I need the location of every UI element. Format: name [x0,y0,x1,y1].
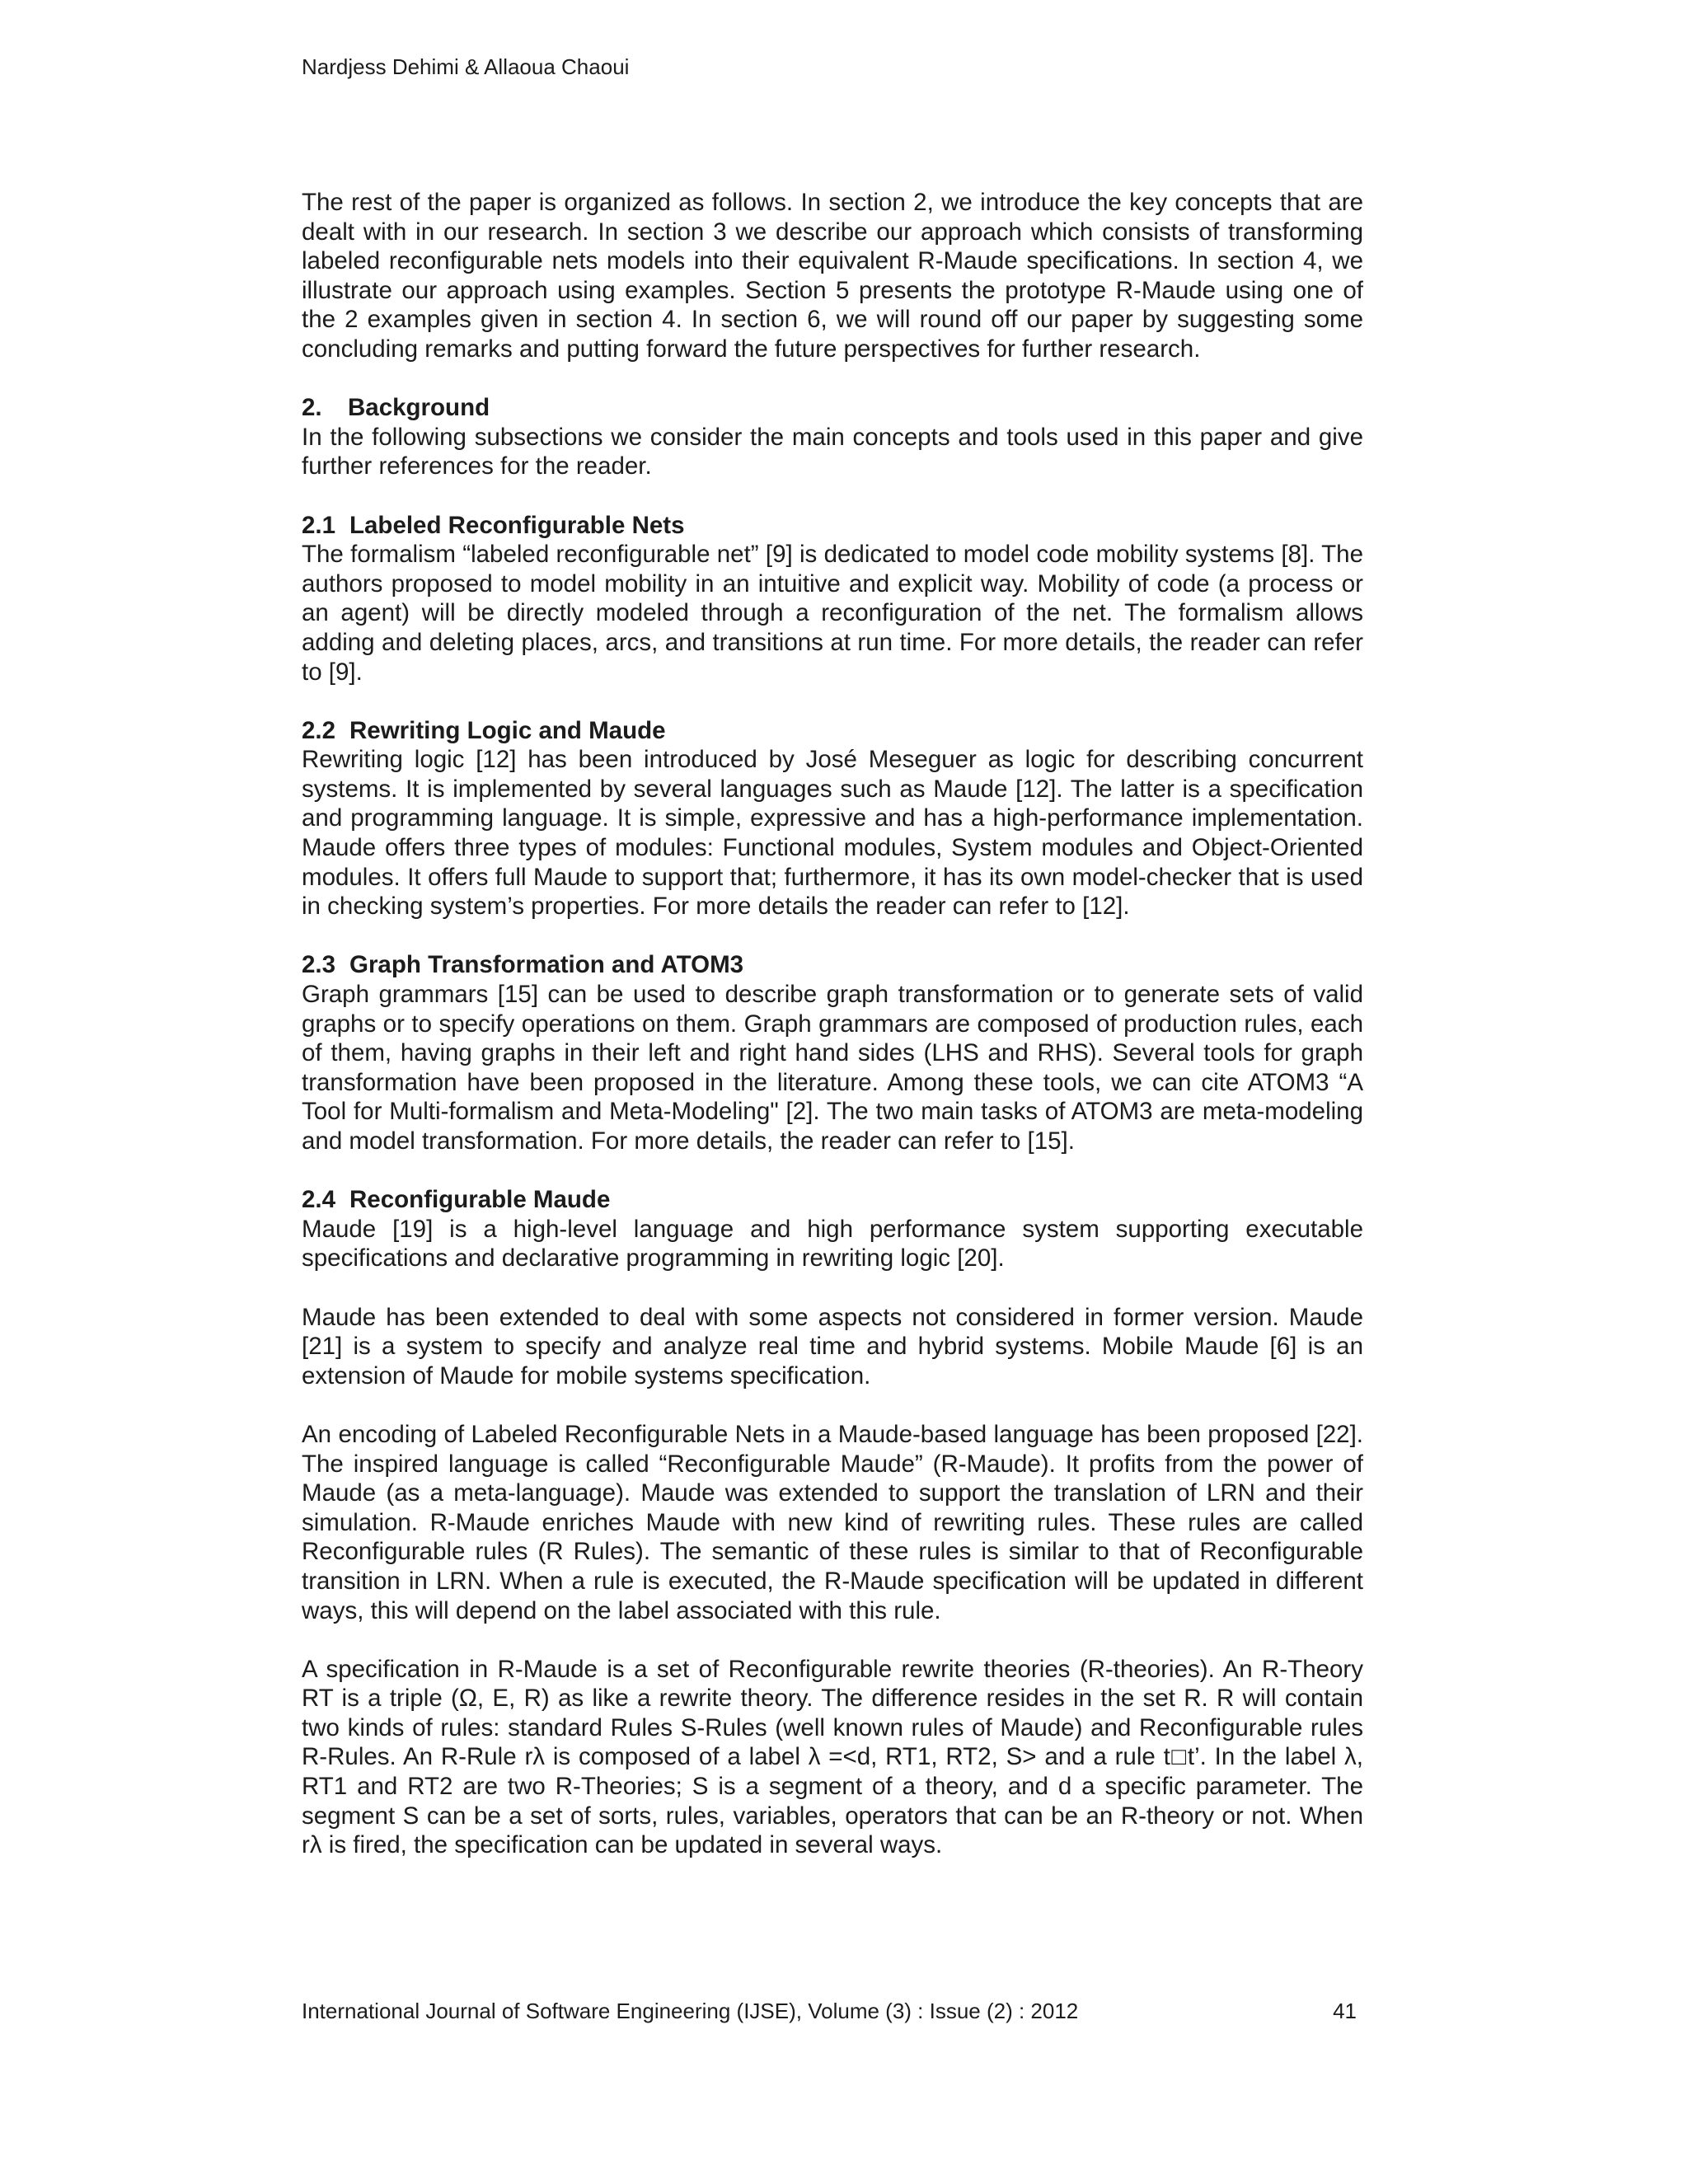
section-2-1-title: Labeled Reconfigurable Nets [349,511,685,539]
section-2-title: Background [348,394,490,422]
section-2-number: 2. [302,394,322,422]
section-2-1-heading [302,511,1363,541]
section-2-2-heading [302,716,1363,746]
section-2-heading [302,393,1363,423]
section-2-4-heading [302,1185,1363,1215]
section-2-4-title: Reconfigurable Maude [349,1186,611,1214]
body-text [302,188,1363,1860]
page-number: 41 [1333,1999,1357,2023]
section-2-4-paragraph-1: Maude [19] is a high-level language and high performance system supporting executable specifications and declarative programming in rewriting logic [20]. [302,1215,1363,1272]
section-2-1-paragraph: The formalism “labeled reconfigurable net” [9] is dedicated to model code mobility systems [8]. The authors proposed to model mobility in an intuitive and explicit way. Mobility of code (a process or an agent) will be directly modeled through a reconfiguration of the net. The formalism allows adding and deleting places, arcs, and transitions at run time. For more details, the reader can refer to [9]. [302,541,1363,686]
section-2-4-paragraph-4: A specification in R-Maude is a set of Reconfigurable rewrite theories (R-theories). An R-Theory RT is a triple (Ω, E, R) as like a rewrite theory. The difference resides in the set R. R will contain two kinds of rules: standard Rules S-Rules (well known rules of Maude) and Reconfigurable rules R-Rules. An R-Rule rλ is composed of a label λ =<d, RT1, RT2, S> and a rule t□t’. In the label λ, RT1 and RT2 are two R-Theories; S is a segment of a theory, and d a specific parameter. The segment S can be a set of sorts, rules, variables, operators that can be an R-theory or not. When rλ is fired, the specification can be updated in several ways. [302,1655,1363,1859]
page-footer [302,1996,1363,2026]
running-header-authors: Nardjess Dehimi & Allaoua Chaoui [302,54,630,79]
section-2-1-number: 2.1 [302,511,336,539]
section-2-4-paragraph-3: An encoding of Labeled Reconfigurable Nets in a Maude-based language has been proposed [22]. The inspired language is called “Reconfigurable Maude” (R-Maude). It profits from the power of Maude (as a meta-language). Maude was extended to support the translation of LRN and their simulation. R-Maude enriches Maude with new kind of rewriting rules. These rules are called Reconfigurable rules (R Rules). The semantic of these rules is similar to that of Reconfigurable transition in LRN. When a rule is executed, the R-Maude specification will be updated in different ways, this will depend on the label associated with this rule. [302,1420,1363,1624]
intro-paragraph: The rest of the paper is organized as follows. In section 2, we introduce the key concepts that are dealt with in our research. In section 3 we describe our approach which consists of transforming labeled reconfigurable nets models into their equivalent R-Maude specifications. In section 4, we illustrate our approach using examples. Section 5 presents the prototype R-Maude using one of the 2 examples given in section 4. In section 6, we will round off our paper by suggesting some concluding remarks and putting forward the future perspectives for further research. [302,189,1363,363]
footer-journal: International Journal of Software Engineering (IJSE), Volume (3) : Issue (2) : 2012 [302,1999,1079,2023]
section-2-2-paragraph: Rewriting logic [12] has been introduced by José Meseguer as logic for describing concurrent systems. It is implemented by several languages such as Maude [12]. The latter is a specification and programming language. It is simple, expressive and has a high-performance implementation. Maude offers three types of modules: Functional modules, System modules and Object-Oriented modules. It offers full Maude to support that; furthermore, it has its own model-checker that is used in checking system’s properties. For more details the reader can refer to [12]. [302,746,1363,921]
section-2-3-number: 2.3 [302,951,336,979]
section-2-4-paragraph-2: Maude has been extended to deal with some aspects not considered in former version. Maude [21] is a system to specify and analyze real time and hybrid systems. Mobile Maude [6] is an extension of Maude for mobile systems specification. [302,1303,1363,1390]
section-2-3-title: Graph Transformation and ATOM3 [349,951,744,979]
section-2-3-paragraph: Graph grammars [15] can be used to describe graph transformation or to generate sets of valid graphs or to specify operations on them. Graph grammars are composed of production rules, each of them, having graphs in their left and right hand sides (LHS and RHS). Several tools for graph transformation have been proposed in the literature. Among these tools, we can cite ATOM3 “A Tool for Multi-formalism and Meta-Modeling" [2]. The two main tasks of ATOM3 are meta-modeling and model transformation. For more details, the reader can refer to [15]. [302,981,1363,1155]
section-2-paragraph: In the following subsections we consider the main concepts and tools used in this paper and give further references for the reader. [302,423,1363,480]
section-2-2-title: Rewriting Logic and Maude [349,716,666,744]
section-2-4-number: 2.4 [302,1186,336,1214]
section-2-2-number: 2.2 [302,716,336,744]
section-2-3-heading [302,950,1363,980]
